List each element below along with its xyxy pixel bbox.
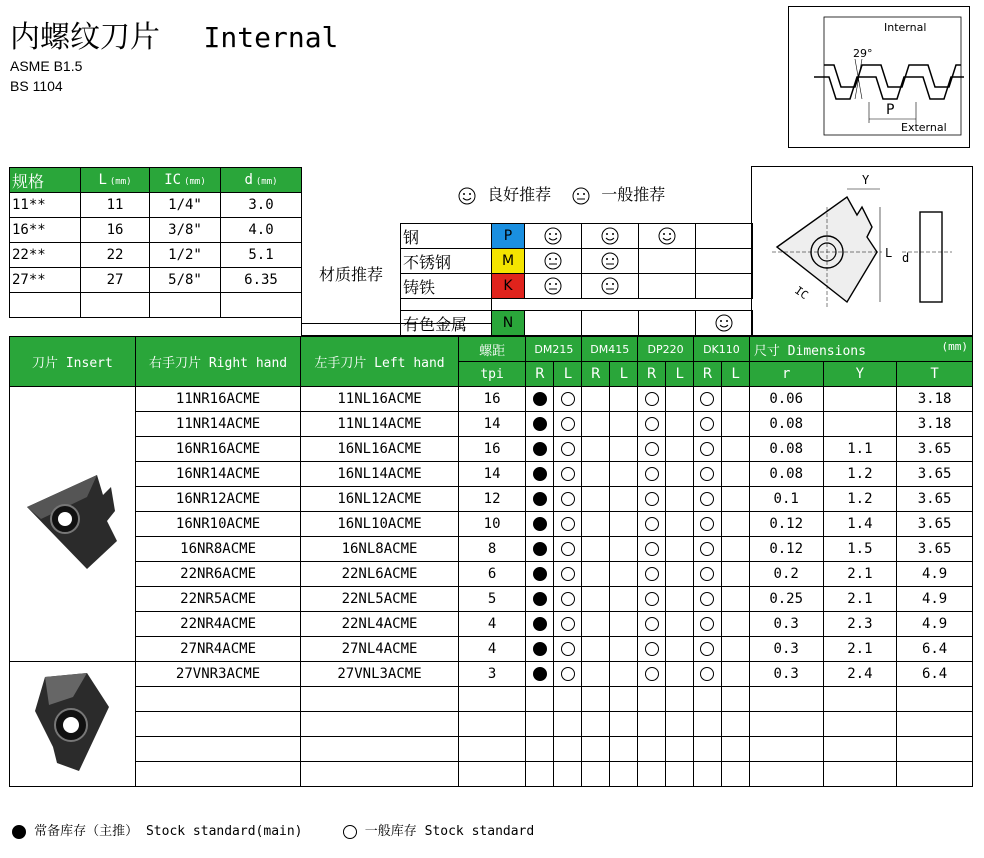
r-value: 0.08: [749, 412, 823, 437]
right-hand-code: 27VNR3ACME: [135, 662, 300, 687]
header-pitch: 螺距: [458, 337, 526, 362]
empty-circle-icon: [645, 642, 659, 656]
spec-table: [9, 167, 302, 318]
filled-circle-icon: [533, 467, 547, 481]
code-n: N: [492, 311, 525, 336]
empty-circle-icon: [561, 542, 575, 556]
y-value: 2.1: [823, 637, 897, 662]
smile-good-icon: [544, 227, 562, 245]
grade-dp220: DP220: [638, 337, 694, 362]
tpi-value: 8: [458, 537, 526, 562]
spec-header-size: 规格: [10, 168, 81, 193]
r-value: 0.12: [749, 537, 823, 562]
t-value: 6.4: [897, 662, 973, 687]
label-pitch: P: [886, 102, 895, 118]
empty-circle-icon: [700, 517, 714, 531]
y-value: [823, 387, 897, 412]
empty-circle-icon: [645, 592, 659, 606]
table-row: [10, 587, 973, 612]
y-value: 2.1: [823, 562, 897, 587]
empty-circle-icon: [645, 442, 659, 456]
standard-1: ASME B1.5: [10, 58, 83, 74]
t-value: 4.9: [897, 612, 973, 637]
left-hand-code: 11NL16ACME: [301, 387, 458, 412]
table-row: [10, 737, 973, 762]
thread-profile-diagram: [788, 6, 970, 148]
t-value: 6.4: [897, 637, 973, 662]
empty-circle-icon: [700, 617, 714, 631]
empty-circle-icon: [700, 392, 714, 406]
table-row: [10, 437, 973, 462]
tpi-value: 6: [458, 562, 526, 587]
table-row: [10, 537, 973, 562]
r-value: 0.08: [749, 462, 823, 487]
grade-dk110: DK110: [694, 337, 750, 362]
empty-circle-icon: [700, 542, 714, 556]
legend-main-stock: 常备库存（主推） Stock standard(main): [34, 824, 303, 839]
right-hand-code: 16NR14ACME: [135, 462, 300, 487]
threading-insert-icon: [17, 467, 127, 577]
empty-circle-icon: [645, 617, 659, 631]
filled-circle-icon: [533, 492, 547, 506]
r-value: 0.3: [749, 612, 823, 637]
right-hand-code: 16NR8ACME: [135, 537, 300, 562]
left-hand-code: 22NL6ACME: [301, 562, 458, 587]
table-row: [10, 612, 973, 637]
filled-circle-icon: [533, 517, 547, 531]
smile-good-icon: [658, 227, 676, 245]
left-hand-code: 16NL12ACME: [301, 487, 458, 512]
tpi-value: 4: [458, 637, 526, 662]
empty-circle-icon: [645, 417, 659, 431]
header-t: T: [897, 362, 973, 387]
t-value: 3.65: [897, 512, 973, 537]
table-row: [10, 762, 973, 787]
empty-circle-icon: [561, 567, 575, 581]
y-value: 1.2: [823, 487, 897, 512]
spec-header-l: L (mm): [81, 168, 150, 193]
left-hand-code: 11NL14ACME: [301, 412, 458, 437]
tpi-value: 5: [458, 587, 526, 612]
empty-circle-icon: [700, 592, 714, 606]
empty-circle-icon: [561, 642, 575, 656]
empty-circle-icon: [561, 492, 575, 506]
empty-circle-icon: [700, 417, 714, 431]
empty-circle-icon: [645, 567, 659, 581]
empty-circle-icon: [645, 667, 659, 681]
t-value: 3.65: [897, 437, 973, 462]
left-hand-code: 27NL4ACME: [301, 637, 458, 662]
r-value: 0.2: [749, 562, 823, 587]
table-row: [10, 387, 973, 412]
table-row: [10, 712, 973, 737]
smile-general-icon: [601, 252, 619, 270]
right-hand-code: 22NR4ACME: [135, 612, 300, 637]
left-hand-code: 16NL10ACME: [301, 512, 458, 537]
filled-circle-icon: [533, 592, 547, 606]
stock-legend: [12, 820, 534, 839]
left-hand-code: 22NL5ACME: [301, 587, 458, 612]
empty-circle-icon: [561, 392, 575, 406]
empty-circle-icon: [700, 442, 714, 456]
left-hand-code: 16NL14ACME: [301, 462, 458, 487]
spec-row: 16** 16 3/8" 4.0: [10, 218, 302, 243]
t-value: 4.9: [897, 562, 973, 587]
filled-circle-icon: [533, 392, 547, 406]
y-value: 2.4: [823, 662, 897, 687]
t-value: 4.9: [897, 587, 973, 612]
legend-general: 一般推荐: [601, 185, 666, 204]
r-value: 0.08: [749, 437, 823, 462]
y-value: 1.2: [823, 462, 897, 487]
right-hand-code: 16NR10ACME: [135, 512, 300, 537]
header-tpi: tpi: [458, 362, 526, 387]
smile-general-icon: [601, 277, 619, 295]
filled-circle-icon: [533, 567, 547, 581]
material-cast-iron: 铸铁: [401, 274, 492, 299]
filled-circle-icon: [533, 442, 547, 456]
filled-circle-icon: [533, 642, 547, 656]
r-value: 0.3: [749, 662, 823, 687]
y-value: 2.1: [823, 587, 897, 612]
insert-image-1: [10, 387, 136, 662]
tpi-value: 10: [458, 512, 526, 537]
spec-header-ic: IC (mm): [150, 168, 221, 193]
spec-row: 27** 27 5/8" 6.35: [10, 268, 302, 293]
r-value: 0.06: [749, 387, 823, 412]
standard-2: BS 1104: [10, 78, 63, 94]
filled-circle-icon: [533, 667, 547, 681]
table-row: [10, 637, 973, 662]
right-hand-code: 11NR14ACME: [135, 412, 300, 437]
left-hand-code: 27VNL3ACME: [301, 662, 458, 687]
smile-good-icon: [458, 187, 476, 205]
right-hand-code: 27NR4ACME: [135, 637, 300, 662]
smile-general-icon: [544, 277, 562, 295]
right-hand-code: 16NR16ACME: [135, 437, 300, 462]
empty-circle-icon: [700, 642, 714, 656]
y-value: 1.4: [823, 512, 897, 537]
left-hand-code: 22NL4ACME: [301, 612, 458, 637]
label-ic: IC: [792, 283, 811, 303]
legend-good: 良好推荐: [487, 185, 552, 204]
t-value: 3.18: [897, 412, 973, 437]
t-value: 3.18: [897, 387, 973, 412]
page-title: [10, 12, 338, 56]
empty-circle-icon: [700, 492, 714, 506]
table-row: [10, 487, 973, 512]
t-value: 3.65: [897, 537, 973, 562]
material-table: [301, 223, 753, 324]
empty-circle-icon: [561, 467, 575, 481]
title-en: Internal: [203, 21, 339, 54]
smile-general-icon: [572, 187, 590, 205]
smile-good-icon: [715, 314, 733, 332]
table-row: [10, 662, 973, 687]
header-dimensions: 尺寸 Dimensions (mm): [749, 337, 972, 362]
grade-dm415: DM415: [582, 337, 638, 362]
insert-image-2: [10, 662, 136, 787]
spec-row: 22** 22 1/2" 5.1: [10, 243, 302, 268]
threading-insert-icon: [27, 667, 117, 777]
left-hand-code: 16NL8ACME: [301, 537, 458, 562]
header-left-hand: 左手刀片 Left hand: [301, 337, 458, 387]
empty-circle-icon: [645, 492, 659, 506]
material-stainless: 不锈钢: [401, 249, 492, 274]
header-r: r: [749, 362, 823, 387]
smile-good-icon: [601, 227, 619, 245]
table-row: [10, 462, 973, 487]
empty-circle-icon: [700, 467, 714, 481]
filled-circle-icon: [533, 417, 547, 431]
table-row: [10, 412, 973, 437]
title-cn: 内螺纹刀片: [10, 20, 160, 55]
empty-circle-icon: [561, 667, 575, 681]
empty-circle-icon: [561, 417, 575, 431]
t-value: 3.65: [897, 487, 973, 512]
y-value: [823, 412, 897, 437]
header-insert: 刀片 Insert: [10, 337, 136, 387]
right-hand-code: 22NR5ACME: [135, 587, 300, 612]
r-value: 0.12: [749, 512, 823, 537]
material-nonferrous: 有色金属: [401, 311, 492, 336]
spec-row: 11** 11 1/4" 3.0: [10, 193, 302, 218]
label-angle: 29°: [853, 47, 873, 60]
right-hand-code: 11NR16ACME: [135, 387, 300, 412]
material-label: 材质推荐: [302, 224, 401, 324]
header-right-hand: 右手刀片 Right hand: [135, 337, 300, 387]
label-external: External: [901, 121, 947, 134]
y-value: 1.5: [823, 537, 897, 562]
r-value: 0.3: [749, 637, 823, 662]
empty-circle-icon: [561, 617, 575, 631]
y-value: 1.1: [823, 437, 897, 462]
t-value: 3.65: [897, 462, 973, 487]
right-hand-code: 16NR12ACME: [135, 487, 300, 512]
label-l: L: [885, 246, 893, 260]
empty-circle-icon: [561, 442, 575, 456]
y-value: 2.3: [823, 612, 897, 637]
tpi-value: 16: [458, 437, 526, 462]
legend-standard-stock: 一般库存 Stock standard: [364, 824, 535, 839]
label-y: Y: [862, 173, 870, 187]
code-p: P: [492, 224, 525, 249]
left-hand-code: 16NL16ACME: [301, 437, 458, 462]
empty-circle-icon: [700, 567, 714, 581]
recommend-legend: [458, 182, 665, 205]
filled-circle-icon: [12, 825, 26, 839]
empty-circle-icon: [343, 825, 357, 839]
empty-circle-icon: [645, 392, 659, 406]
tpi-value: 14: [458, 462, 526, 487]
tpi-value: 16: [458, 387, 526, 412]
label-internal: Internal: [884, 21, 927, 34]
grade-dm215: DM215: [526, 337, 582, 362]
filled-circle-icon: [533, 542, 547, 556]
empty-circle-icon: [645, 542, 659, 556]
table-row: [10, 687, 973, 712]
tpi-value: 14: [458, 412, 526, 437]
filled-circle-icon: [533, 617, 547, 631]
tpi-value: 3: [458, 662, 526, 687]
right-hand-code: 22NR6ACME: [135, 562, 300, 587]
empty-circle-icon: [561, 592, 575, 606]
insert-dimension-diagram: [751, 166, 973, 336]
code-k: K: [492, 274, 525, 299]
tpi-value: 12: [458, 487, 526, 512]
label-d: d: [902, 251, 910, 265]
r-value: 0.1: [749, 487, 823, 512]
empty-circle-icon: [645, 467, 659, 481]
empty-circle-icon: [700, 667, 714, 681]
tpi-value: 4: [458, 612, 526, 637]
r-value: 0.25: [749, 587, 823, 612]
header-y: Y: [823, 362, 897, 387]
table-row: [10, 562, 973, 587]
spec-header-d: d (mm): [221, 168, 302, 193]
table-row: [10, 512, 973, 537]
empty-circle-icon: [561, 517, 575, 531]
empty-circle-icon: [645, 517, 659, 531]
material-steel: 钢: [401, 224, 492, 249]
code-m: M: [492, 249, 525, 274]
smile-general-icon: [544, 252, 562, 270]
product-table: 刀片 Insert 右手刀片 Right hand 左手刀片 Left hand 螺距 DM215 DM415 DP220 DK110 尺寸 Dimensions (mm) tpi R L R L R L R L r Y T 11NR16ACME 11NL16ACME 16 0.06 3.18 11NR14ACME 11NL14ACME 14 0.08 3.18 16NR16ACME 16NL16ACME 16 0.08 1.1 3.65 16NR14ACME 16NL14ACME 14 0.08 1.2 3.65 16NR12ACME 16NL12ACME 12 0.1 1.2 3.65 16NR10ACME 16NL10ACME 10 0.12 1.4 3.65 16NR8ACME 16NL8ACME 8 0.12 1.5 3.65 22NR6ACME 22NL6ACME 6 0.2 2.1 4.9 22NR5ACME 22NL5ACME 5 0.25 2.1 4.9 22NR4ACME 22NL4ACME 4 0.3 2.3 4.9 27NR4ACME 27NL4ACME 4 0.3 2.1 6.4 27VNR3ACME 27VNL3ACME 3 0.3 2.4 6.4: [9, 336, 973, 787]
